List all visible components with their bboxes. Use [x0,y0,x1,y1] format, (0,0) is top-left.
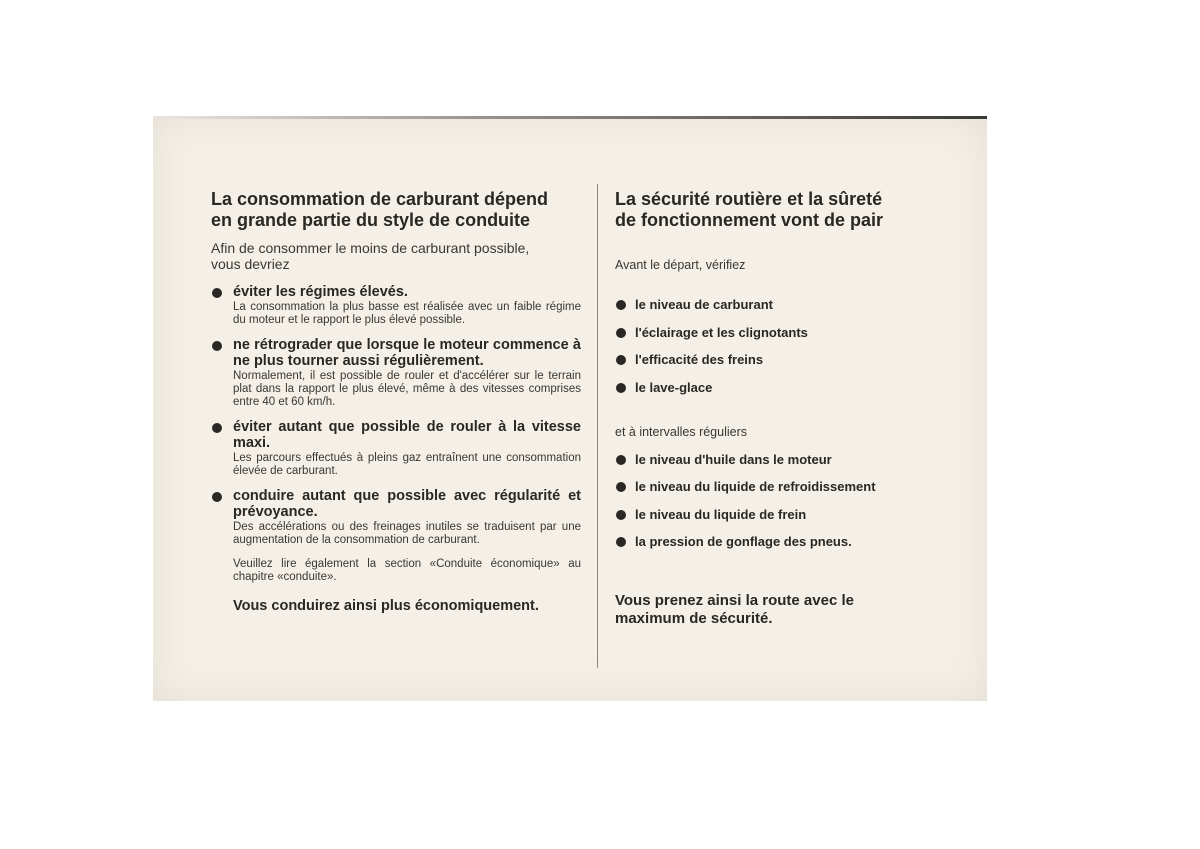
check-item-label: le niveau d'huile dans le moteur [635,451,832,467]
check-item [615,352,945,367]
bullet-icon [212,423,222,433]
safety-section-title [615,189,945,231]
fuel-tip-text: Les parcours effectués à pleins gaz entraînent une consommation élevée de carburant. [233,452,581,477]
check-item [615,452,945,467]
fuel-intro [211,240,581,272]
fuel-conclusion: Vous conduirez ainsi plus économiquement. [233,598,539,614]
fuel-intro-line-1: Afin de consommer le moins de carburant possible, [211,240,530,256]
fuel-tip-item [211,488,581,547]
check-item-label: l'efficacité des freins [635,352,764,367]
fuel-section-title [211,189,581,231]
check-item-label: le niveau du liquide de refroidissement [635,479,876,494]
bullet-icon [212,288,222,298]
safety-conclusion-line-2: maximum de sécurité. [615,610,773,627]
check-item-label: le lave-glace [635,379,713,395]
bullet-icon [212,492,222,502]
check-item-label: l'éclairage et les clignotants [635,324,808,340]
safety-conclusion [615,592,945,628]
before-departure-label: Avant le départ, vérifiez [615,258,746,272]
fuel-intro-line-2: vous devriez [211,256,290,272]
bullet-icon [616,510,626,520]
fuel-tip-title: ne rétrograder que lorsque le moteur commence à ne plus tourner aussi régulièrement. [233,337,581,369]
check-item-label: le niveau du liquide de frein [635,506,807,522]
road-safety-section [615,189,945,628]
check-item [615,479,945,494]
bullet-icon [616,537,626,547]
bullet-icon [616,328,626,338]
regular-intervals-label: et à intervalles réguliers [615,424,748,439]
fuel-tip-title: conduire autant que possible avec régularité et prévoyance. [233,488,581,520]
fuel-tip-text: La consommation la plus basse est réalisée avec un faible régime du moteur et le rapport le plus élevé possible. [233,301,581,326]
check-item [615,534,945,549]
check-item-label: le niveau de carburant [635,297,773,312]
column-divider [597,184,598,668]
fuel-tip-item [211,337,581,409]
check-item [615,297,945,312]
safety-title-line-2: de fonctionnement vont de pair [615,210,884,230]
economy-driving-note: Veuillez lire également la section «Conduite économique» au chapitre «conduite». [233,558,581,583]
bullet-icon [616,455,626,465]
page-top-edge [153,116,987,119]
bullet-icon [212,341,222,351]
bullet-icon [616,355,626,365]
fuel-tip-item [211,284,581,327]
bullet-icon [616,383,626,393]
regular-intervals-checklist [615,452,945,550]
fuel-title-line-2: en grande partie du style de conduite [211,210,531,230]
fuel-tip-item [211,419,581,478]
fuel-tip-title: éviter autant que possible de rouler à la vitesse maxi. [233,419,581,451]
check-item-label: la pression de gonflage des pneus. [635,534,852,549]
before-departure-checklist [615,297,945,395]
safety-conclusion-line-1: Vous prenez ainsi la route avec le [615,592,854,609]
fuel-tip-text: Normalement, il est possible de rouler et d'accélérer sur le terrain plat dans la rapport le plus élevé, même à des vitesses comprises entre 40 et 60 km/h. [233,370,581,408]
fuel-consumption-section [211,189,581,615]
fuel-tip-text: Des accélérations ou des freinages inutiles se traduisent par une augmentation de la consommation de carburant. [233,521,581,546]
check-item [615,507,945,522]
bullet-icon [616,482,626,492]
check-item [615,380,945,395]
bullet-icon [616,300,626,310]
safety-title-line-1: La sécurité routière et la sûreté [615,189,883,209]
fuel-tip-title: éviter les régimes élevés. [233,284,408,300]
fuel-title-line-1: La consommation de carburant dépend [211,189,549,209]
check-item [615,325,945,340]
